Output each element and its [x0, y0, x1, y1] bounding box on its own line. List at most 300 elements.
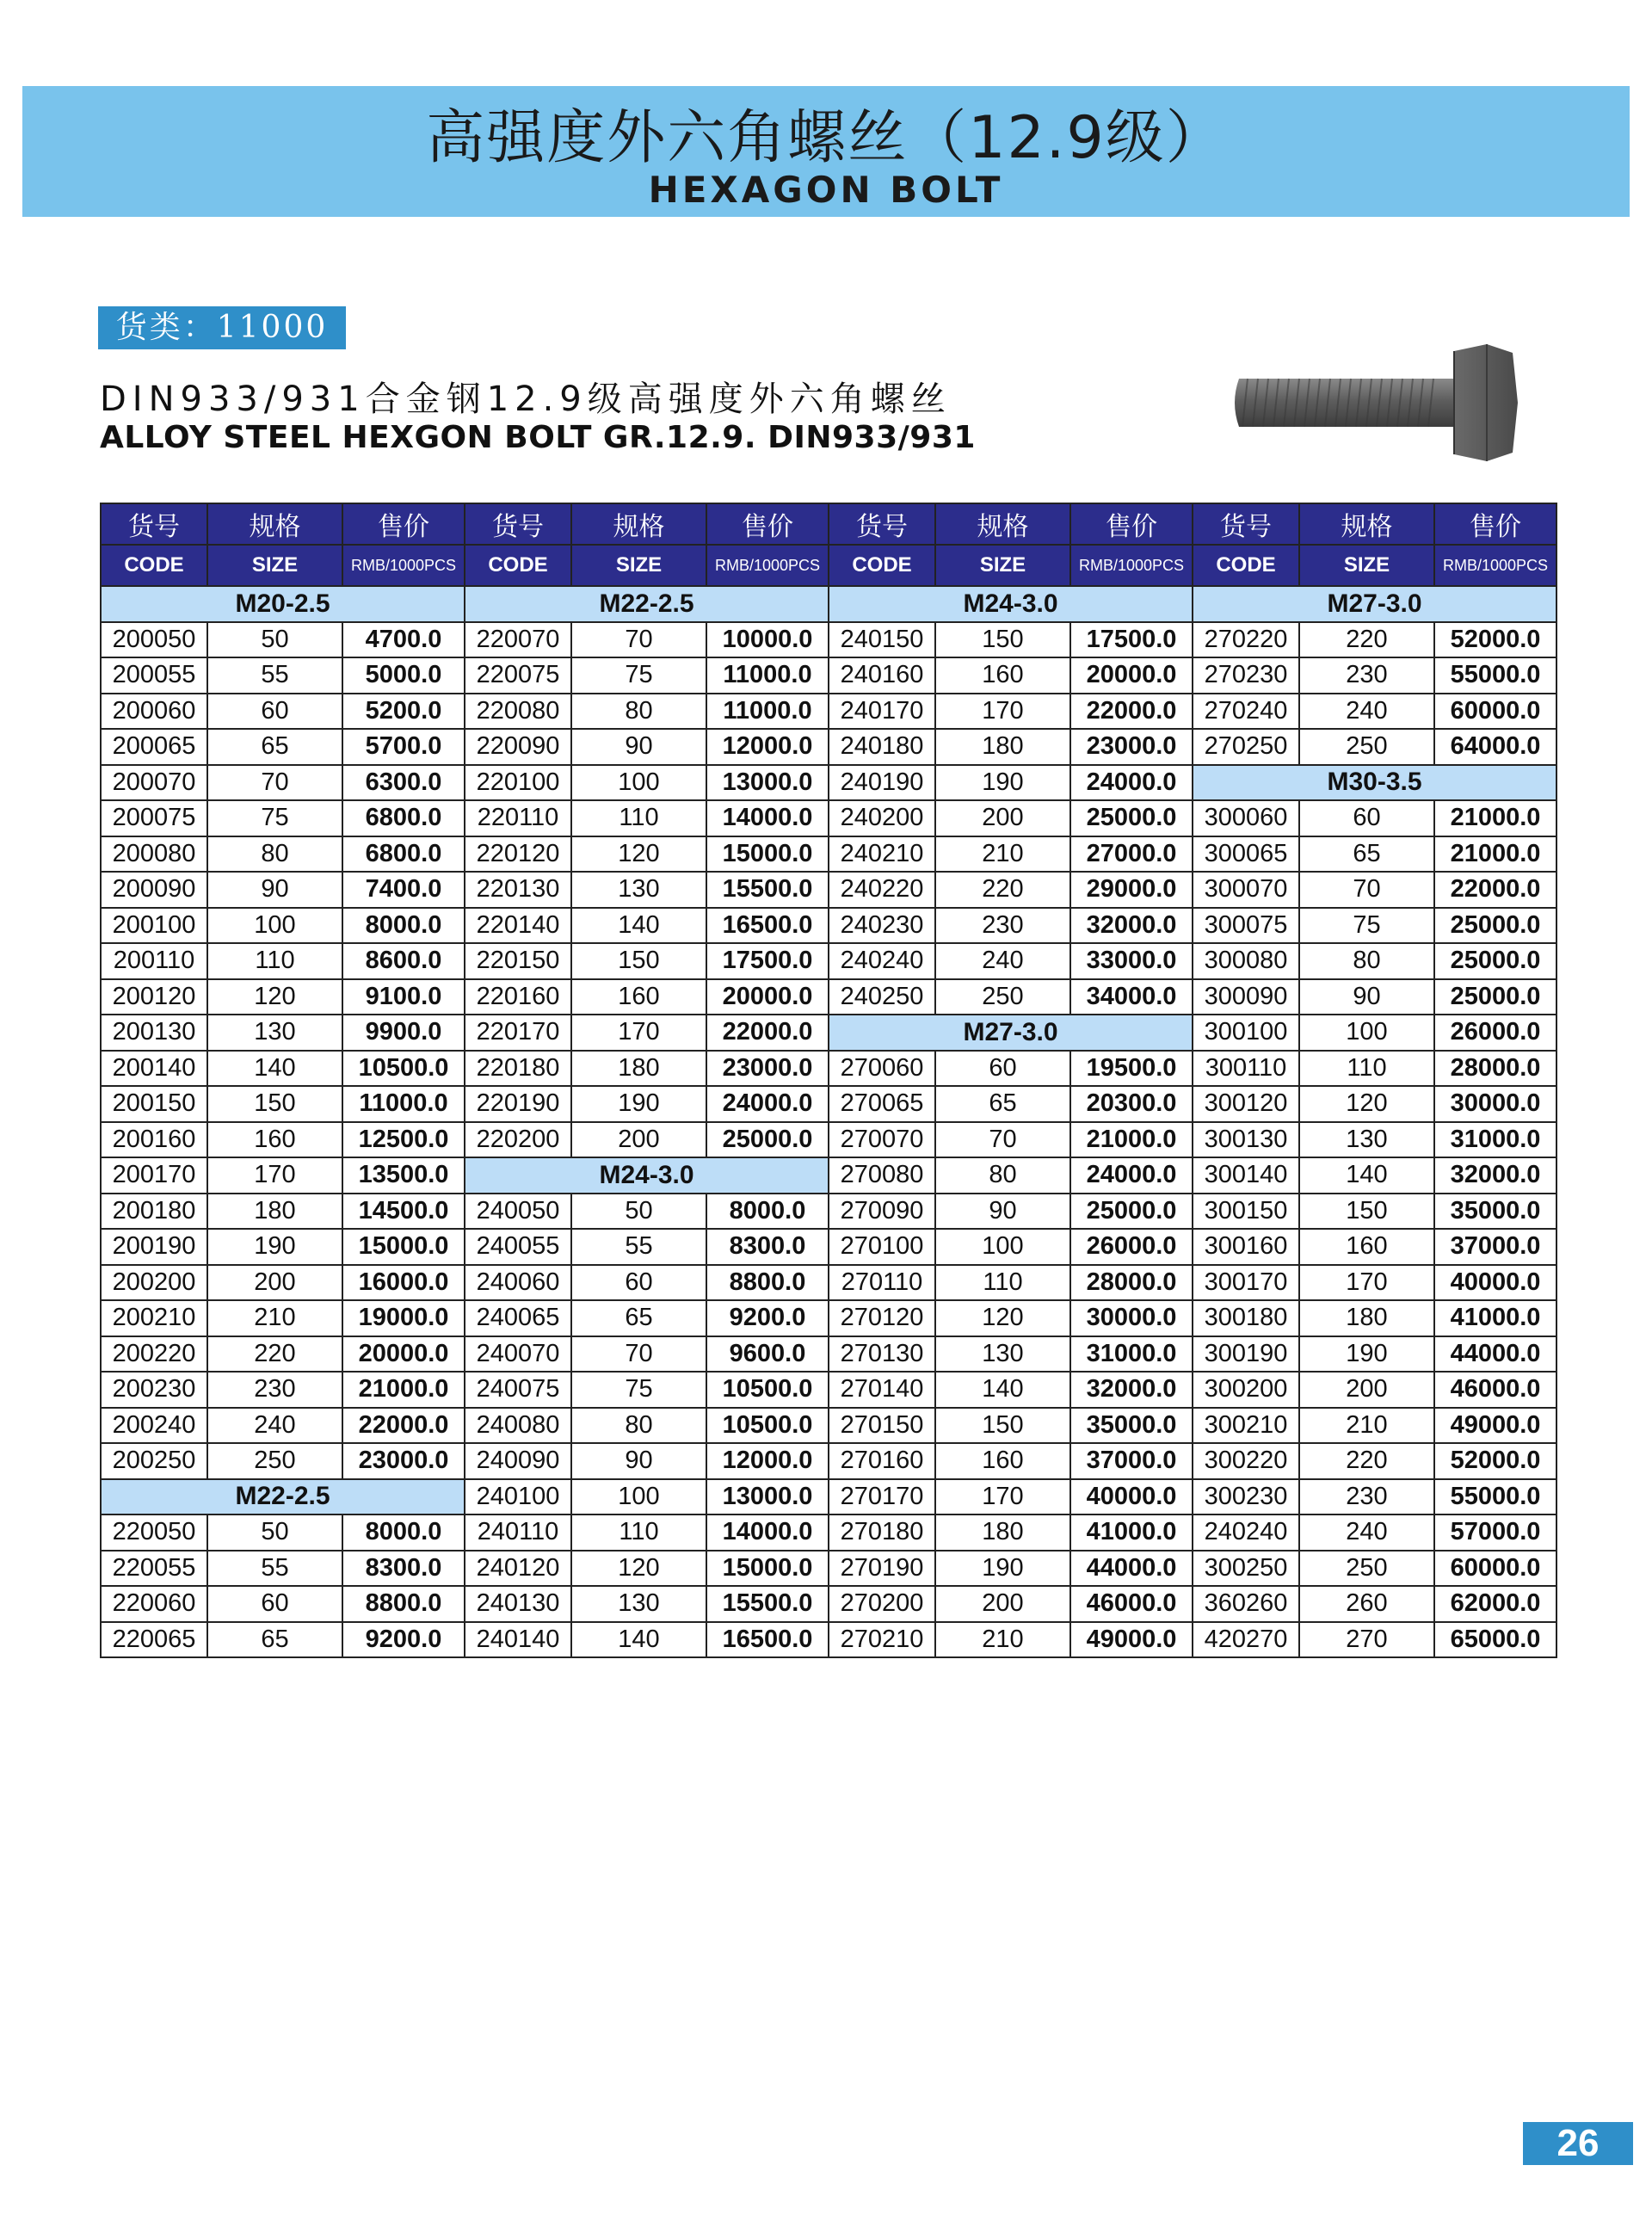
price-cell: 22000.0 [1070, 694, 1193, 730]
code-cell: 240055 [465, 1229, 571, 1265]
header-size-cn: 规格 [207, 503, 342, 545]
size-cell: 170 [1299, 1265, 1434, 1301]
size-cell: 75 [1299, 908, 1434, 944]
size-cell: 110 [935, 1265, 1070, 1301]
code-cell: 220090 [465, 729, 571, 765]
price-cell: 13500.0 [342, 1157, 465, 1194]
code-cell: 300060 [1193, 800, 1299, 836]
code-cell: 220050 [101, 1514, 207, 1551]
size-cell: 140 [935, 1372, 1070, 1408]
header-price-unit: RMB/1000PCS [342, 545, 465, 586]
code-cell: 240190 [829, 765, 935, 801]
header-code-cn: 货号 [829, 503, 935, 545]
code-cell: 270210 [829, 1622, 935, 1658]
code-cell: 220160 [465, 979, 571, 1015]
code-cell: 300210 [1193, 1408, 1299, 1444]
price-cell: 20300.0 [1070, 1086, 1193, 1122]
code-cell: 270140 [829, 1372, 935, 1408]
price-cell: 52000.0 [1434, 1443, 1556, 1479]
price-cell: 8000.0 [342, 908, 465, 944]
table-row [101, 943, 1556, 979]
table-row [101, 1265, 1556, 1301]
size-cell: 80 [571, 694, 706, 730]
price-cell: 16500.0 [706, 1622, 829, 1658]
code-cell: 300110 [1193, 1051, 1299, 1087]
price-cell: 40000.0 [1070, 1479, 1193, 1515]
table-row [101, 979, 1556, 1015]
code-cell: 200090 [101, 872, 207, 908]
price-cell: 10500.0 [706, 1408, 829, 1444]
code-cell: 270110 [829, 1265, 935, 1301]
table-row [101, 872, 1556, 908]
header-size-en: SIZE [207, 545, 342, 586]
header-price-cn: 售价 [1070, 503, 1193, 545]
header-price-cn: 售价 [342, 503, 465, 545]
size-cell: 80 [935, 1157, 1070, 1194]
code-cell: 240240 [829, 943, 935, 979]
price-cell: 60000.0 [1434, 1551, 1556, 1587]
hexagon-bolt-image [1229, 337, 1521, 466]
code-cell: 240120 [465, 1551, 571, 1587]
code-cell: 270180 [829, 1514, 935, 1551]
price-cell: 4700.0 [342, 622, 465, 658]
code-cell: 220140 [465, 908, 571, 944]
code-cell: 300080 [1193, 943, 1299, 979]
size-cell: 150 [935, 1408, 1070, 1444]
header-code-en: CODE [829, 545, 935, 586]
code-cell: 200250 [101, 1443, 207, 1479]
size-cell: 220 [1299, 622, 1434, 658]
price-cell: 25000.0 [706, 1122, 829, 1158]
size-cell: 250 [207, 1443, 342, 1479]
header-size-cn: 规格 [1299, 503, 1434, 545]
code-cell: 200055 [101, 657, 207, 694]
size-cell: 190 [935, 1551, 1070, 1587]
price-cell: 6800.0 [342, 800, 465, 836]
price-cell: 12000.0 [706, 1443, 829, 1479]
size-cell: 65 [1299, 836, 1434, 873]
price-cell: 8800.0 [342, 1586, 465, 1622]
code-cell: 200100 [101, 908, 207, 944]
code-cell: 240060 [465, 1265, 571, 1301]
size-cell: 110 [1299, 1051, 1434, 1087]
table-row [101, 622, 1556, 658]
size-cell: 100 [935, 1229, 1070, 1265]
size-cell: 120 [571, 1551, 706, 1587]
code-cell: 200050 [101, 622, 207, 658]
code-cell: 240090 [465, 1443, 571, 1479]
price-cell: 22000.0 [1434, 872, 1556, 908]
code-cell: 270060 [829, 1051, 935, 1087]
code-cell: 270130 [829, 1336, 935, 1373]
size-group-header: M24-3.0 [829, 586, 1193, 622]
size-cell: 150 [207, 1086, 342, 1122]
size-cell: 170 [207, 1157, 342, 1194]
size-cell: 220 [207, 1336, 342, 1373]
price-cell: 16000.0 [342, 1265, 465, 1301]
size-cell: 150 [935, 622, 1070, 658]
code-cell: 200060 [101, 694, 207, 730]
code-cell: 270100 [829, 1229, 935, 1265]
code-cell: 270070 [829, 1122, 935, 1158]
size-cell: 65 [207, 1622, 342, 1658]
table-row [101, 1336, 1556, 1373]
price-cell: 15500.0 [706, 872, 829, 908]
code-cell: 300180 [1193, 1300, 1299, 1336]
size-cell: 75 [207, 800, 342, 836]
size-group-header: M27-3.0 [1193, 586, 1556, 622]
code-cell: 270190 [829, 1551, 935, 1587]
price-cell: 41000.0 [1070, 1514, 1193, 1551]
price-cell: 23000.0 [706, 1051, 829, 1087]
code-cell: 240250 [829, 979, 935, 1015]
size-cell: 70 [207, 765, 342, 801]
size-cell: 180 [935, 1514, 1070, 1551]
size-cell: 180 [571, 1051, 706, 1087]
code-cell: 270170 [829, 1479, 935, 1515]
size-cell: 70 [571, 622, 706, 658]
price-cell: 9200.0 [342, 1622, 465, 1658]
size-cell: 75 [571, 1372, 706, 1408]
code-cell: 220060 [101, 1586, 207, 1622]
code-cell: 240200 [829, 800, 935, 836]
size-cell: 120 [935, 1300, 1070, 1336]
code-cell: 200230 [101, 1372, 207, 1408]
size-cell: 60 [1299, 800, 1434, 836]
table-row [101, 729, 1556, 765]
size-cell: 90 [1299, 979, 1434, 1015]
price-cell: 9900.0 [342, 1015, 465, 1051]
code-cell: 240050 [465, 1194, 571, 1230]
price-cell: 20000.0 [706, 979, 829, 1015]
price-cell: 8800.0 [706, 1265, 829, 1301]
size-cell: 140 [571, 1622, 706, 1658]
code-cell: 270220 [1193, 622, 1299, 658]
size-cell: 200 [935, 800, 1070, 836]
price-cell: 6300.0 [342, 765, 465, 801]
header-size-cn: 规格 [571, 503, 706, 545]
code-cell: 200210 [101, 1300, 207, 1336]
price-cell: 25000.0 [1070, 1194, 1193, 1230]
size-cell: 210 [1299, 1408, 1434, 1444]
code-cell: 220180 [465, 1051, 571, 1087]
code-cell: 200170 [101, 1157, 207, 1194]
code-cell: 220070 [465, 622, 571, 658]
code-cell: 300100 [1193, 1015, 1299, 1051]
code-cell: 300075 [1193, 908, 1299, 944]
header-price-cn: 售价 [706, 503, 829, 545]
price-cell: 24000.0 [1070, 765, 1193, 801]
header-size-en: SIZE [571, 545, 706, 586]
size-cell: 90 [935, 1194, 1070, 1230]
table-row [101, 1229, 1556, 1265]
price-cell: 23000.0 [1070, 729, 1193, 765]
code-cell: 270080 [829, 1157, 935, 1194]
size-cell: 80 [1299, 943, 1434, 979]
price-cell: 5200.0 [342, 694, 465, 730]
price-cell: 20000.0 [1070, 657, 1193, 694]
price-cell: 44000.0 [1434, 1336, 1556, 1373]
size-group-header: M30-3.5 [1193, 765, 1556, 801]
code-cell: 220065 [101, 1622, 207, 1658]
page-number: 26 [1523, 2122, 1633, 2165]
size-cell: 100 [571, 765, 706, 801]
price-cell: 15500.0 [706, 1586, 829, 1622]
code-cell: 200070 [101, 765, 207, 801]
price-cell: 24000.0 [1070, 1157, 1193, 1194]
price-cell: 12000.0 [706, 729, 829, 765]
subtitle-cn: DIN933/931合金钢12.9级高强度外六角螺丝 [100, 379, 952, 419]
size-group-header: M22-2.5 [101, 1479, 465, 1515]
size-cell: 200 [1299, 1372, 1434, 1408]
size-cell: 55 [207, 657, 342, 694]
size-cell: 160 [935, 657, 1070, 694]
price-cell: 33000.0 [1070, 943, 1193, 979]
code-cell: 220080 [465, 694, 571, 730]
size-cell: 100 [571, 1479, 706, 1515]
code-cell: 200240 [101, 1408, 207, 1444]
code-cell: 270120 [829, 1300, 935, 1336]
code-cell: 240150 [829, 622, 935, 658]
table-row [101, 908, 1556, 944]
code-cell: 240140 [465, 1622, 571, 1658]
size-cell: 80 [207, 836, 342, 873]
size-cell: 50 [207, 1514, 342, 1551]
size-cell: 110 [207, 943, 342, 979]
size-group-header: M20-2.5 [101, 586, 465, 622]
code-cell: 240240 [1193, 1514, 1299, 1551]
size-cell: 130 [571, 872, 706, 908]
code-cell: 270200 [829, 1586, 935, 1622]
header-code-en: CODE [465, 545, 571, 586]
price-cell: 21000.0 [1070, 1122, 1193, 1158]
size-cell: 210 [207, 1300, 342, 1336]
size-cell: 60 [207, 694, 342, 730]
price-cell: 14000.0 [706, 1514, 829, 1551]
price-cell: 8300.0 [342, 1551, 465, 1587]
price-cell: 46000.0 [1070, 1586, 1193, 1622]
price-cell: 46000.0 [1434, 1372, 1556, 1408]
code-cell: 300170 [1193, 1265, 1299, 1301]
code-cell: 240180 [829, 729, 935, 765]
price-cell: 25000.0 [1434, 943, 1556, 979]
price-cell: 41000.0 [1434, 1300, 1556, 1336]
size-cell: 190 [1299, 1336, 1434, 1373]
size-cell: 110 [571, 800, 706, 836]
price-cell: 57000.0 [1434, 1514, 1556, 1551]
size-cell: 110 [571, 1514, 706, 1551]
size-cell: 130 [1299, 1122, 1434, 1158]
price-cell: 15000.0 [706, 836, 829, 873]
size-cell: 160 [207, 1122, 342, 1158]
size-cell: 210 [935, 1622, 1070, 1658]
size-cell: 220 [935, 872, 1070, 908]
price-cell: 35000.0 [1434, 1194, 1556, 1230]
price-cell: 27000.0 [1070, 836, 1193, 873]
price-cell: 14000.0 [706, 800, 829, 836]
price-cell: 21000.0 [1434, 836, 1556, 873]
code-cell: 300065 [1193, 836, 1299, 873]
size-cell: 200 [571, 1122, 706, 1158]
price-cell: 32000.0 [1070, 908, 1193, 944]
price-cell: 40000.0 [1434, 1265, 1556, 1301]
code-cell: 200065 [101, 729, 207, 765]
code-cell: 300230 [1193, 1479, 1299, 1515]
size-cell: 65 [207, 729, 342, 765]
size-cell: 75 [571, 657, 706, 694]
size-cell: 170 [571, 1015, 706, 1051]
price-cell: 9100.0 [342, 979, 465, 1015]
price-cell: 15000.0 [706, 1551, 829, 1587]
code-cell: 300250 [1193, 1551, 1299, 1587]
price-cell: 19500.0 [1070, 1051, 1193, 1087]
table-header-row-en [101, 545, 1556, 586]
code-cell: 200220 [101, 1336, 207, 1373]
code-cell: 240100 [465, 1479, 571, 1515]
table-row [101, 1551, 1556, 1587]
price-cell: 26000.0 [1434, 1015, 1556, 1051]
header-code-cn: 货号 [1193, 503, 1299, 545]
price-cell: 34000.0 [1070, 979, 1193, 1015]
page-title-en: HEXAGON BOLT [648, 169, 1004, 211]
size-cell: 170 [935, 694, 1070, 730]
code-cell: 240230 [829, 908, 935, 944]
code-cell: 420270 [1193, 1622, 1299, 1658]
price-cell: 22000.0 [706, 1015, 829, 1051]
size-cell: 70 [1299, 872, 1434, 908]
header-size-en: SIZE [1299, 545, 1434, 586]
code-cell: 200160 [101, 1122, 207, 1158]
code-cell: 300200 [1193, 1372, 1299, 1408]
price-cell: 15000.0 [342, 1229, 465, 1265]
price-cell: 31000.0 [1434, 1122, 1556, 1158]
table-row [101, 694, 1556, 730]
price-cell: 49000.0 [1070, 1622, 1193, 1658]
code-cell: 270090 [829, 1194, 935, 1230]
code-cell: 200190 [101, 1229, 207, 1265]
price-cell: 8300.0 [706, 1229, 829, 1265]
code-cell: 200120 [101, 979, 207, 1015]
code-cell: 220200 [465, 1122, 571, 1158]
table-row [101, 1372, 1556, 1408]
table-row [101, 765, 1556, 801]
size-cell: 230 [1299, 1479, 1434, 1515]
table-row [101, 800, 1556, 836]
price-cell: 5700.0 [342, 729, 465, 765]
code-cell: 240075 [465, 1372, 571, 1408]
price-cell: 25000.0 [1434, 908, 1556, 944]
price-cell: 29000.0 [1070, 872, 1193, 908]
size-cell: 240 [1299, 1514, 1434, 1551]
table-row [101, 1194, 1556, 1230]
price-cell: 31000.0 [1070, 1336, 1193, 1373]
size-cell: 250 [1299, 1551, 1434, 1587]
price-cell: 9200.0 [706, 1300, 829, 1336]
size-cell: 70 [935, 1122, 1070, 1158]
price-cell: 25000.0 [1434, 979, 1556, 1015]
code-cell: 220130 [465, 872, 571, 908]
code-cell: 220055 [101, 1551, 207, 1587]
code-cell: 240070 [465, 1336, 571, 1373]
price-cell: 22000.0 [342, 1408, 465, 1444]
price-cell: 55000.0 [1434, 1479, 1556, 1515]
size-cell: 270 [1299, 1622, 1434, 1658]
table-row [101, 1622, 1556, 1658]
price-cell: 28000.0 [1070, 1265, 1193, 1301]
code-cell: 300160 [1193, 1229, 1299, 1265]
size-cell: 250 [1299, 729, 1434, 765]
size-cell: 230 [1299, 657, 1434, 694]
size-cell: 90 [571, 729, 706, 765]
code-cell: 240080 [465, 1408, 571, 1444]
code-cell: 200075 [101, 800, 207, 836]
size-cell: 220 [1299, 1443, 1434, 1479]
header-size-cn: 规格 [935, 503, 1070, 545]
size-cell: 50 [571, 1194, 706, 1230]
table-header-row-cn [101, 503, 1556, 545]
size-cell: 60 [571, 1265, 706, 1301]
price-cell: 5000.0 [342, 657, 465, 694]
size-cell: 230 [207, 1372, 342, 1408]
price-cell: 17500.0 [706, 943, 829, 979]
price-cell: 11000.0 [342, 1086, 465, 1122]
price-cell: 60000.0 [1434, 694, 1556, 730]
size-cell: 90 [571, 1443, 706, 1479]
header-price-unit: RMB/1000PCS [1434, 545, 1556, 586]
table-row [101, 836, 1556, 873]
price-cell: 62000.0 [1434, 1586, 1556, 1622]
header-price-unit: RMB/1000PCS [1070, 545, 1193, 586]
size-cell: 180 [207, 1194, 342, 1230]
code-cell: 300130 [1193, 1122, 1299, 1158]
code-cell: 270065 [829, 1086, 935, 1122]
code-cell: 300090 [1193, 979, 1299, 1015]
size-cell: 50 [207, 622, 342, 658]
code-cell: 240160 [829, 657, 935, 694]
size-cell: 160 [1299, 1229, 1434, 1265]
size-cell: 120 [571, 836, 706, 873]
price-cell: 10500.0 [342, 1051, 465, 1087]
size-cell: 130 [935, 1336, 1070, 1373]
size-cell: 190 [571, 1086, 706, 1122]
table-row [101, 1300, 1556, 1336]
price-cell: 24000.0 [706, 1086, 829, 1122]
code-cell: 300120 [1193, 1086, 1299, 1122]
size-cell: 65 [571, 1300, 706, 1336]
code-cell: 270230 [1193, 657, 1299, 694]
price-cell: 11000.0 [706, 694, 829, 730]
price-cell: 14500.0 [342, 1194, 465, 1230]
price-cell: 12500.0 [342, 1122, 465, 1158]
price-cell: 30000.0 [1434, 1086, 1556, 1122]
size-cell: 60 [207, 1586, 342, 1622]
table-row [101, 1157, 1556, 1194]
subtitle-en: ALLOY STEEL HEXGON BOLT GR.12.9. DIN933/931 [100, 420, 976, 455]
price-cell: 9600.0 [706, 1336, 829, 1373]
code-cell: 220120 [465, 836, 571, 873]
price-cell: 23000.0 [342, 1443, 465, 1479]
header-code-en: CODE [101, 545, 207, 586]
size-cell: 65 [935, 1086, 1070, 1122]
price-cell: 8600.0 [342, 943, 465, 979]
header-size-en: SIZE [935, 545, 1070, 586]
size-cell: 120 [207, 979, 342, 1015]
table-row [101, 1051, 1556, 1087]
price-cell: 13000.0 [706, 1479, 829, 1515]
code-cell: 270160 [829, 1443, 935, 1479]
code-cell: 220110 [465, 800, 571, 836]
header-price-unit: RMB/1000PCS [706, 545, 829, 586]
